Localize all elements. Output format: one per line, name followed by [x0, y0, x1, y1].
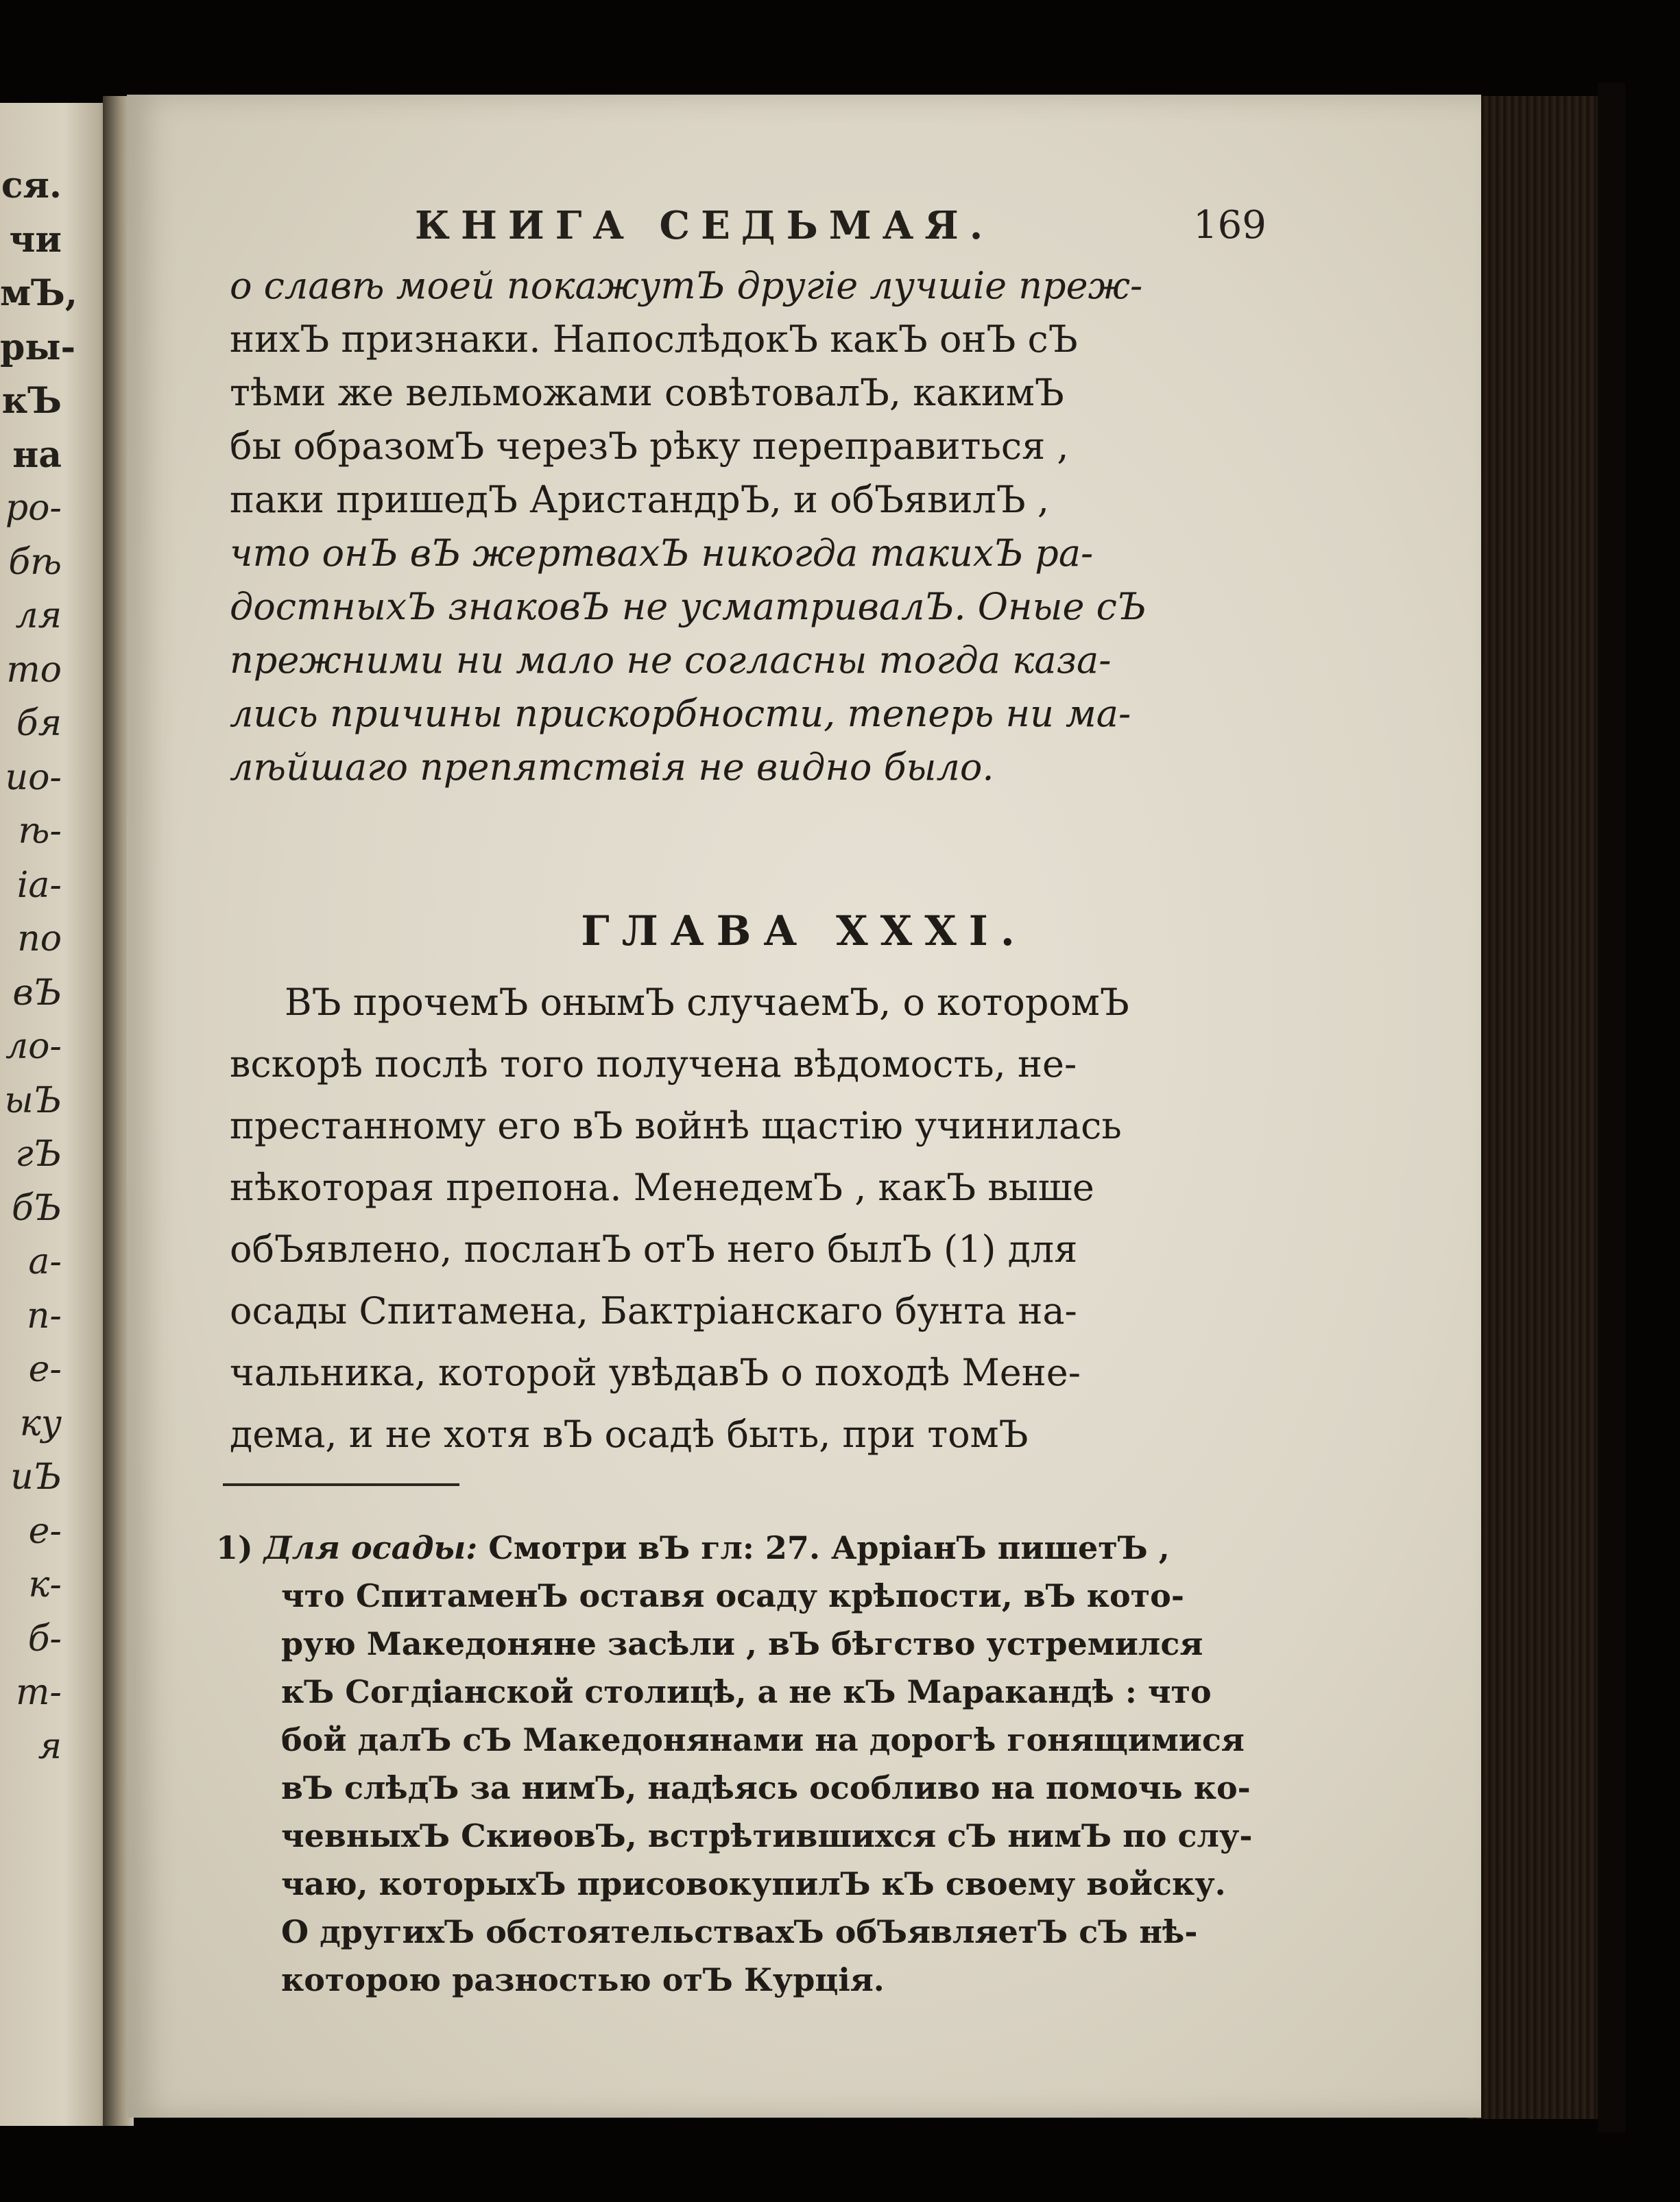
text-line: осады Спитамена, Бактрiанскаго бунта на-: [230, 1289, 1077, 1332]
left-page-fragment: иЪ: [10, 1457, 62, 1498]
footnote-line: чаю, которыхЪ присовокупилЪ кЪ своему войску.: [281, 1865, 1226, 1902]
left-page-fragment: ia-: [16, 864, 62, 906]
footnote-line: что СпитаменЪ оставя осаду крѣпости, вЪ кото-: [281, 1577, 1184, 1614]
left-page-fragment: ся.: [1, 165, 62, 206]
left-page-fragment: на: [12, 433, 62, 476]
left-page-fragment: п-: [26, 1295, 62, 1337]
left-page-fragment: по: [17, 918, 62, 959]
left-page-fragment: то: [6, 649, 62, 691]
footnote-rule: [223, 1483, 459, 1486]
left-page-fragment: гЪ: [15, 1134, 62, 1175]
chapter-heading: ГЛАВА XXXI.: [581, 907, 1027, 955]
left-page-fragment: я: [38, 1725, 62, 1767]
left-page-fragment: б-: [27, 1618, 62, 1660]
text-line: нѣкоторая препона. МенедемЪ , какЪ выше: [230, 1166, 1094, 1209]
left-page-fragment: бЪ: [11, 1187, 62, 1229]
text-line: бы образомЪ черезЪ рѣку переправиться ,: [230, 424, 1069, 468]
left-page-fragment: а-: [28, 1241, 62, 1282]
left-page-fragment: вЪ: [12, 972, 62, 1014]
text-line: нихЪ признаки. НапослѣдокЪ какЪ онЪ сЪ: [230, 318, 1078, 361]
footnote-line: рую Македоняне засѣли , вЪ бѣгство устремился: [281, 1625, 1203, 1662]
left-page-fragment: ѣ-: [18, 811, 62, 852]
running-head: КНИГА СЕДЬМАЯ.: [415, 203, 994, 248]
left-page-fragment: чи: [9, 218, 62, 261]
text-line: ВЪ прочемЪ онымЪ случаемЪ, о которомЪ: [285, 981, 1129, 1024]
book-page: [127, 95, 1481, 2118]
text-line: достныхЪ знаковЪ не усматривалЪ. Оные сЪ: [230, 585, 1147, 628]
text-line: тѣми же вельможами совѣтовалЪ, какимЪ: [230, 371, 1064, 414]
text-line: о славѣ моей покажутЪ другiе лучшiе преж-: [230, 264, 1143, 307]
text-line: лись причины прискорбности, теперь ни ма-: [230, 692, 1131, 735]
text-line: паки пришедЪ АристандрЪ, и обЪявилЪ ,: [230, 478, 1049, 521]
left-page-fragment: ло-: [5, 1026, 62, 1067]
text-line: престанному его вЪ войнѣ щастiю учинилась: [230, 1104, 1122, 1147]
footnote-line: бой далЪ сЪ Македонянами на дорогѣ гонящимися: [281, 1721, 1245, 1758]
text-line: чальника, которой увѣдавЪ о походѣ Мене-: [230, 1351, 1081, 1394]
text-line: лѣйшаго препятствiя не видно было.: [230, 745, 994, 789]
left-page-fragment: бя: [16, 703, 62, 744]
left-page-fragment: кЪ: [1, 380, 62, 422]
text-line: вскорѣ послѣ того получена вѣдомость, не-: [230, 1042, 1077, 1086]
left-page-fragment: т-: [16, 1672, 62, 1713]
book-cover-edge: [1598, 82, 1625, 2133]
text-line: прежними ни мало не согласны тогда каза-: [230, 638, 1112, 682]
left-page-fragment: ры-: [0, 326, 76, 368]
text-line: обЪявлено, посланЪ отЪ него былЪ (1) для: [230, 1228, 1078, 1271]
left-page-edge: [0, 103, 117, 2126]
footnote-text: Смотри вЪ гл: 27. АррiанЪ пишетЪ ,: [488, 1529, 1170, 1566]
footnote-label: Для осады:: [263, 1529, 478, 1566]
left-page-fragment: бѣ: [8, 541, 62, 583]
page-number: 169: [1193, 203, 1267, 248]
left-page-fragment: мЪ,: [0, 272, 78, 314]
page-header: [127, 203, 1481, 258]
text-line: что онЪ вЪ жертвахЪ никогда такихЪ ра-: [230, 531, 1094, 575]
left-page-fragment: ио-: [5, 756, 62, 798]
text-line: дема, и не хотя вЪ осадѣ быть, при томЪ: [230, 1413, 1029, 1456]
left-page-fragment: ля: [15, 595, 62, 636]
footnote-line: чевныхЪ СкиѳовЪ, встрѣтившихся сЪ нимЪ по слу-: [281, 1817, 1253, 1854]
footnote-line: О другихЪ обстоятельствахЪ обЪявляетЪ сЪ нѣ-: [281, 1913, 1198, 1950]
footnote-line: кЪ Согдiанской столицѣ, а не кЪ Маракандѣ : что: [281, 1673, 1212, 1710]
left-page-fragment: к-: [28, 1564, 62, 1605]
left-page-fragment: ро-: [5, 488, 62, 529]
footnote-line: вЪ слѣдЪ за нимЪ, надѣясь особливо на помочь ко-: [281, 1769, 1251, 1806]
left-page-fragment: е-: [28, 1510, 62, 1552]
left-page-fragment: ку: [19, 1402, 62, 1444]
footnote-line: которою разностью отЪ Курцiя.: [281, 1961, 885, 1998]
left-page-fragment: е-: [28, 1349, 62, 1390]
left-page-fragment: ыЪ: [4, 1079, 62, 1121]
footnote-marker: 1): [216, 1529, 253, 1566]
footnote-line: [216, 1524, 1327, 1571]
